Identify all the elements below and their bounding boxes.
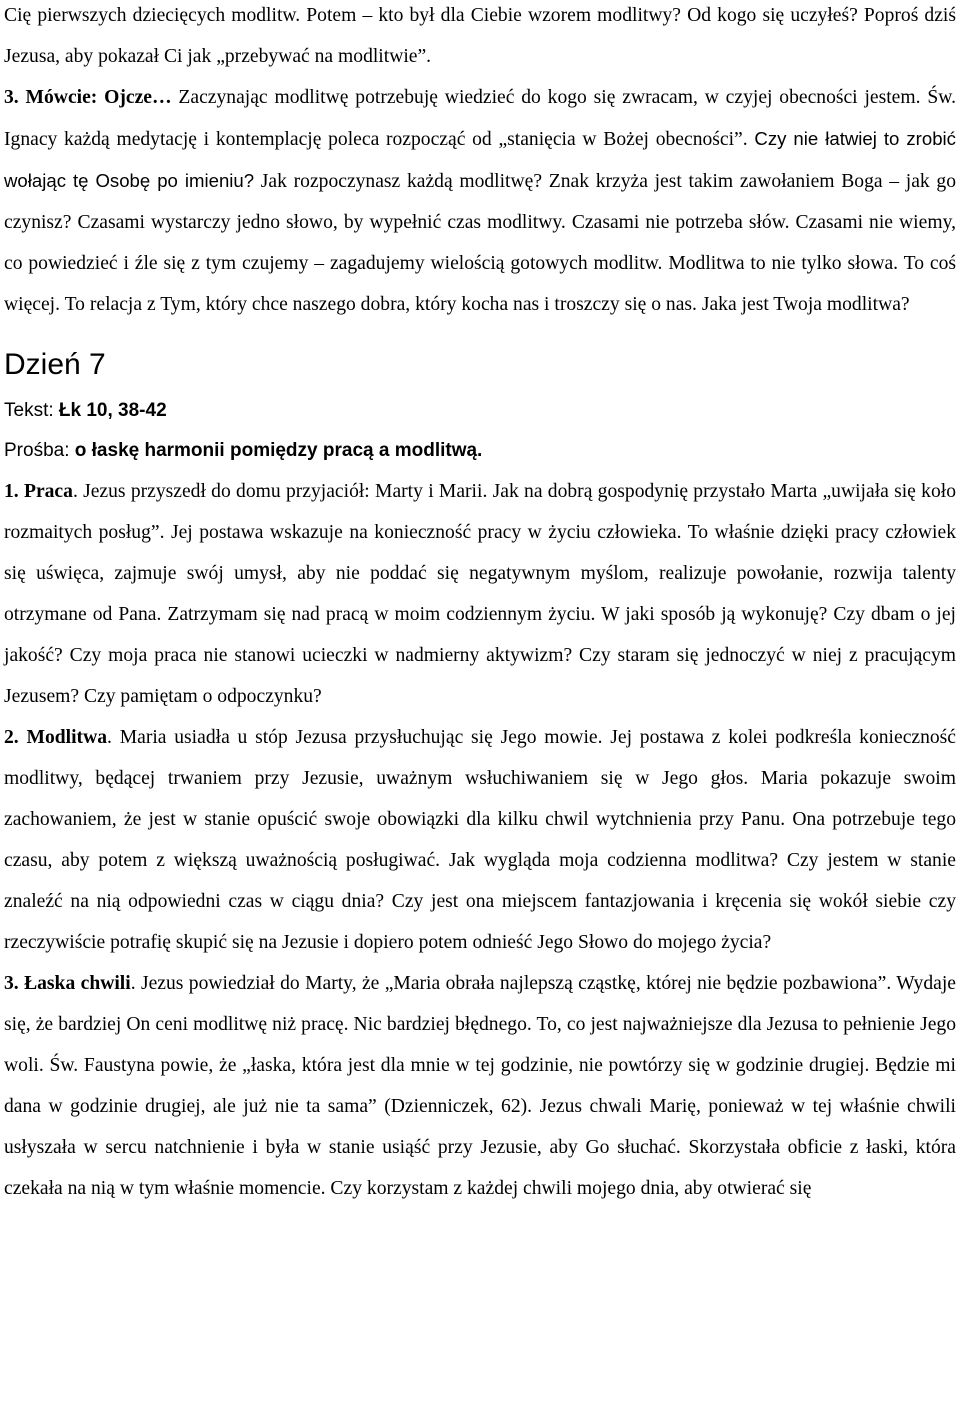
scripture-label: Tekst: bbox=[4, 400, 59, 421]
section-prayer-paragraph bbox=[4, 717, 956, 963]
section-work-text: . Jezus przyszedł do domu przyjaciół: Marty i Marii. Jak na dobrą gospodynię przystało Marta „uwijała się koło rozmaitych posług”. Jej postawa wskazuje na konieczność pracy w życiu człowieka. To właśnie dzięki pracy człowiek się uświęca, zajmuje swój umysł, aby nie poddać się negatywnym myślom, realizuje powołanie, rozwija talenty otrzymane od Pana. Zatrzymam się nad pracą w moim codziennym życiu. W jaki sposób ją wykonuję? Czy dbam o jej jakość? Czy moja praca nie stanowi ucieczki w nadmierny aktywizm? Czy staram się jednoczyć w niej z pracującym Jezusem? Czy pamiętam o odpoczynku? bbox=[4, 481, 956, 707]
section-grace-text: . Jezus powiedział do Marty, że „Maria obrała najlepszą cząstkę, której nie będzie pozbawiona”. Wydaje się, że bardziej On ceni modlitwę niż pracę. Nic bardziej błędnego. To, co jest najważniejsze dla Jezusa to pełnienie Jego woli. Św. Faustyna powie, że „łaska, która jest dla mnie w tej godzinie, nie powtórzy się w godzinie drugiej. Będzie mi dana w godzinie drugiej, ale już nie ta sama” (Dzienniczek, 62). Jezus chwali Marię, ponieważ w tej właśnie chwili usłyszała w sercu natchnienie i była w stanie usiąść przy Jezusie, aby Go słuchać. Skorzystała obficie z łaski, która czekała na nią w tym właśnie momencie. Czy korzystam z każdej chwili mojego dnia, aby otwierać się bbox=[4, 973, 956, 1199]
section-grace-paragraph bbox=[4, 963, 956, 1209]
point-3-text-b: Jak rozpoczynasz każdą modlitwę? Znak krzyża jest takim zawołaniem Boga – jak go czynisz? Czasami wystarczy jedno słowo, by wypełnić czas modlitwy. Czasami nie potrzeba słów. Czasami nie wiemy, co powiedzieć i źle się z tym czujemy – zagadujemy wielością gotowych modlitw. Modlitwa to nie tylko słowa. To coś więcej. To relacja z Tym, który chce naszego dobra, który kocha nas i troszczy się o nas. Jaka jest Twoja modlitwa? bbox=[4, 171, 957, 315]
point-3-heading: 3. Mówcie: Ojcze… bbox=[4, 87, 172, 108]
section-grace-heading: 3. Łaska chwili bbox=[4, 973, 131, 994]
scripture-line bbox=[4, 391, 956, 431]
request-line bbox=[4, 431, 956, 471]
section-work-heading: 1. Praca bbox=[4, 481, 73, 502]
request-label: Prośba: bbox=[4, 440, 75, 461]
intro-paragraph-text: Cię pierwszych dziecięcych modlitw. Potem – kto był dla Ciebie wzorem modlitwy? Od kogo się uczyłeś? Poproś dziś Jezusa, aby pokazał Ci jak „przebywać na modlitwie”. bbox=[4, 5, 956, 67]
point-3-text-question: Czy nie łatwiej to zrobić wołając tę Osobę po imieniu? bbox=[4, 128, 956, 191]
scripture-reference: Łk 10, 38-42 bbox=[58, 400, 167, 421]
section-work-paragraph bbox=[4, 471, 956, 717]
section-prayer-text: . Maria usiadła u stóp Jezusa przysłuchując się Jego mowie. Jej postawa z kolei podkreśla konieczność modlitwy, będącej trwaniem przy Jezusie, uważnym wsłuchiwaniem się w Jego głos. Maria pokazuje swoim zachowaniem, że jest w stanie opuścić swoje obowiązki dla kilku chwil wytchnienia przy Panu. Ona potrzebuje tego czasu, aby potem z większą uważnością posługiwać. Jak wygląda moja codzienna modlitwa? Czy jestem w stanie znaleźć na nią odpowiedni czas w ciągu dnia? Czy jest ona miejscem fantazjowania i kręcenia się wokół siebie czy rzeczywiście potrafię skupić się na Jezusie i dopiero potem odnieść Jego Słowo do mojego życia? bbox=[4, 727, 957, 953]
point-3-text-a: Zaczynając modlitwę potrzebuję wiedzieć do kogo się zwracam, w czyjej obecności jestem. Św. Ignacy każdą medytację i kontemplację poleca rozpocząć od „stanięcia w Bożej obecności”. bbox=[4, 87, 956, 150]
section-prayer-heading: 2. Modlitwa bbox=[4, 727, 108, 748]
request-text: o łaskę harmonii pomiędzy pracą a modlitwą. bbox=[74, 440, 483, 461]
intro-paragraph-prayer-origins bbox=[4, 0, 956, 77]
day-heading: Dzień 7 bbox=[4, 348, 106, 381]
point-3-paragraph bbox=[4, 77, 956, 325]
